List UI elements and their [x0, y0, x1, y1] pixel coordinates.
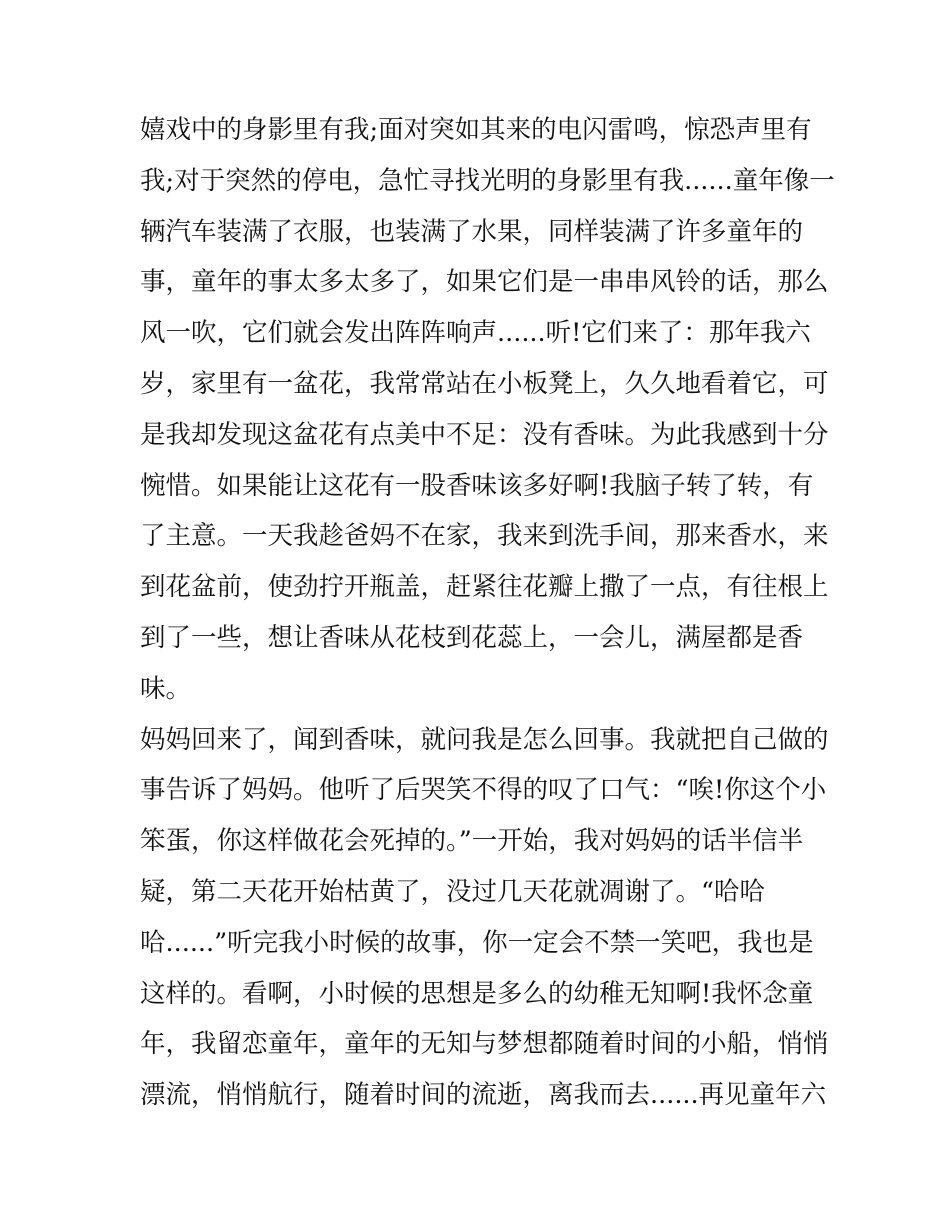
text-line: 风一吹，它们就会发出阵阵响声......听!它们来了：那年我六 [140, 318, 811, 349]
text-line: 岁，家里有一盆花，我常常站在小板凳上，久久地看着它，可 [140, 368, 829, 399]
text-line: 疑，第二天花开始枯黄了，没过几天花就凋谢了。“哈哈 [140, 876, 766, 907]
text-line: 笨蛋，你这样做花会死掉的。”一开始，我对妈妈的话半信半 [140, 826, 804, 857]
text-line: 年，我留恋童年，童年的无知与梦想都随着时间的小船，悄悄 [140, 1029, 829, 1060]
text-line: 这样的。看啊，小时候的思想是多么的幼稚无知啊!我怀念童 [140, 978, 814, 1009]
text-line: 事告诉了妈妈。他听了后哭笑不得的叹了口气：“唉!你这个小 [140, 775, 827, 806]
text-line: 味。 [140, 673, 192, 704]
text-line: 哈......”听完我小时候的故事，你一定会不禁一笑吧，我也是 [140, 927, 814, 958]
text-line: 辆汽车装满了衣服，也装满了水果，同样装满了许多童年的 [140, 216, 804, 247]
text-line: 到了一些，想让香味从花枝到花蕊上，一会儿，满屋都是香 [140, 622, 804, 653]
body-text [140, 110, 835, 1126]
text-line: 是我却发现这盆花有点美中不足：没有香味。为此我感到十分 [140, 419, 829, 450]
text-line: 漂流，悄悄航行，随着时间的流逝，离我而去......再见童年六 [140, 1080, 827, 1111]
text-line: 了主意。一天我趁爸妈不在家，我来到洗手间，那来香水，来 [140, 521, 829, 552]
text-line: 嬉戏中的身影里有我;面对突如其来的电闪雷鸣，惊恐声里有 [140, 115, 812, 145]
text-line: 惋惜。如果能让这花有一股香味该多好啊!我脑子转了转，有 [140, 470, 814, 501]
text-line: 到花盆前，使劲拧开瓶盖，赶紧往花瓣上撒了一点，有往根上 [140, 572, 829, 603]
text-line: 事，童年的事太多太多了，如果它们是一串串风铃的话，那么 [140, 267, 829, 298]
text-line: 我;对于突然的停电，急忙寻找光明的身影里有我......童年像一 [140, 165, 835, 196]
text-line: 妈妈回来了，闻到香味，就问我是怎么回事。我就把自己做的 [140, 724, 829, 755]
